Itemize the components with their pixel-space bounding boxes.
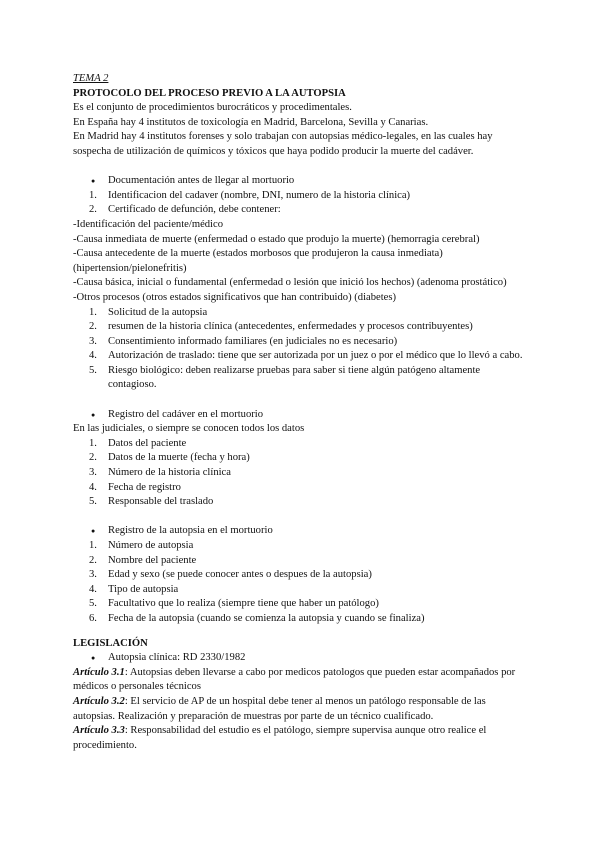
article-3-3 [73, 724, 530, 753]
item-number: 4. [89, 583, 97, 595]
list-item [73, 364, 530, 393]
intro-paragraph-3: En Madrid hay 4 institutos forenses y solo trabajan con autopsias médico-legales, en las cuales hay sospecha de utilización de químicos y tóxicos que haya podido producir la muerte del cadáver. [73, 131, 493, 157]
item-number: 3. [89, 335, 97, 347]
list-item [73, 568, 530, 583]
section1-bullet: ● Documentación antes de llegar al mortuorio [73, 174, 530, 189]
section1-list [73, 189, 530, 218]
item-number: 5. [89, 496, 97, 508]
item-number: 6. [89, 612, 97, 624]
item-text: Número de autopsia [108, 540, 194, 551]
list-item [73, 437, 530, 452]
legislacion-bullet-list [73, 651, 530, 666]
item-number: 1. [89, 540, 97, 551]
certificate-line-3: -Causa antecedente de la muerte (estados morbosos que produjeron la causa inmediata) (hipertension/pielonefritis) [73, 248, 443, 274]
item-text: Autorización de traslado: tiene que ser autorizada por un juez o por el médico que lo llevó a cabo. [108, 350, 523, 362]
list-item [73, 495, 530, 510]
section2-bullet: ● Registro del cadáver en el mortuorio [73, 408, 530, 423]
article-text: : El servicio de AP de un hospital debe tener al menos un patólogo responsable de las autopsias. Realización y preparación de muestras por parte de un técnico cualificado. [73, 695, 486, 722]
item-number: 4. [89, 481, 97, 493]
certificate-line-4: -Causa básica, inicial o fundamental (enfermedad o lesión que inició los hechos) (adenoma prostático) [73, 277, 507, 289]
list-item [73, 189, 530, 204]
list-item [73, 306, 530, 321]
list-item [73, 466, 530, 481]
item-text: Facultativo que lo realiza (siempre tiene que haber un patólogo) [108, 598, 379, 610]
certificate-line-2: -Causa inmediata de muerte (enfermedad o estado que produjo la muerte) (hemorragia cerebral) [73, 233, 480, 245]
list-item [73, 481, 530, 496]
certificate-line-5: -Otros procesos (otros estados significativos que han contribuido) (diabetes) [73, 291, 397, 303]
article-label: Artículo 3.2 [73, 695, 125, 707]
item-number: 5. [89, 598, 97, 610]
item-number: 3. [89, 569, 97, 581]
document-title: PROTOCOLO DEL PROCESO PREVIO A LA AUTOPSIA [73, 87, 346, 99]
list-item [73, 203, 530, 218]
section1-bullet-list [73, 174, 530, 189]
item-number: 2. [89, 554, 97, 566]
item-text: Certificado de defunción, debe contener: [108, 204, 281, 216]
section2-bullet-list [73, 408, 530, 423]
item-number: 1. [89, 189, 97, 201]
item-number: 2. [89, 452, 97, 464]
item-text: Datos de la muerte (fecha y hora) [108, 452, 250, 464]
list-item [73, 612, 530, 627]
item-text: Número de la historia clínica [108, 467, 231, 479]
legislacion-bullet: ● Autopsia clínica: RD 2330/1982 [73, 651, 530, 666]
section2-list [73, 437, 530, 510]
item-text: Nombre del paciente [108, 554, 197, 566]
item-text: Identificacion del cadaver (nombre, DNI, numero de la historia clínica) [108, 189, 411, 201]
list-item [73, 554, 530, 569]
list-item [73, 349, 530, 364]
list-item [73, 335, 530, 350]
item-text: resumen de la historia clínica (antecedentes, enfermedades y procesos contribuyentes) [108, 321, 473, 333]
item-text: Responsable del traslado [108, 496, 214, 508]
legislacion-heading: LEGISLACIÓN [73, 637, 148, 649]
article-3-2 [73, 695, 530, 724]
article-3-1 [73, 666, 530, 695]
item-number: 1. [89, 306, 97, 318]
item-text: Edad y sexo (se puede conocer antes o despues de la autopsia) [108, 569, 372, 581]
item-text: Datos del paciente [108, 437, 187, 449]
item-number: 5. [89, 364, 97, 376]
intro-paragraph-1: Es el conjunto de procedimientos burocráticos y procedimentales. [73, 102, 352, 114]
article-label: Artículo 3.1 [73, 666, 125, 678]
section1-list-2 [73, 306, 530, 394]
item-text: Solicitud de la autopsia [108, 306, 208, 318]
list-item [73, 451, 530, 466]
item-text: Riesgo biológico: deben realizarse pruebas para saber si tiene algún patógeno altamente contagioso. [108, 364, 481, 391]
article-text: : Autopsias deben llevarse a cabo por medicos patologos que pueden estar acompañados por médicos o personales técnicos [73, 666, 516, 693]
item-text: Fecha de registro [108, 481, 181, 493]
item-number: 2. [89, 204, 97, 216]
item-text: Fecha de la autopsia (cuando se comienza la autopsia y cuando se finaliza) [108, 612, 425, 624]
list-item [73, 539, 530, 554]
article-label: Artículo 3.3 [73, 725, 125, 737]
item-text: Consentimiento informado familiares (en judiciales no es necesario) [108, 335, 398, 347]
item-number: 1. [89, 437, 97, 449]
intro-paragraph-2: En España hay 4 institutos de toxicología en Madrid, Barcelona, Sevilla y Canarias. [73, 116, 429, 128]
list-item [73, 597, 530, 612]
list-item [73, 583, 530, 598]
section3-bullet: ● Registro de la autopsia en el mortuorio [73, 524, 530, 539]
item-number: 2. [89, 321, 97, 333]
list-item [73, 320, 530, 335]
tema-label: TEMA 2 [73, 73, 109, 84]
item-number: 3. [89, 467, 97, 479]
section2-intro: En las judiciales, o siempre se conocen todos los datos [73, 423, 305, 435]
item-number: 4. [89, 350, 97, 362]
certificate-line-1: -Identificación del paciente/médico [73, 218, 224, 230]
item-text: Tipo de autopsia [108, 583, 179, 595]
section3-bullet-list [73, 524, 530, 539]
article-text: : Responsabilidad del estudio es el patólogo, siempre supervisa aunque otro realice el procedimiento. [73, 725, 487, 751]
section3-list [73, 539, 530, 627]
